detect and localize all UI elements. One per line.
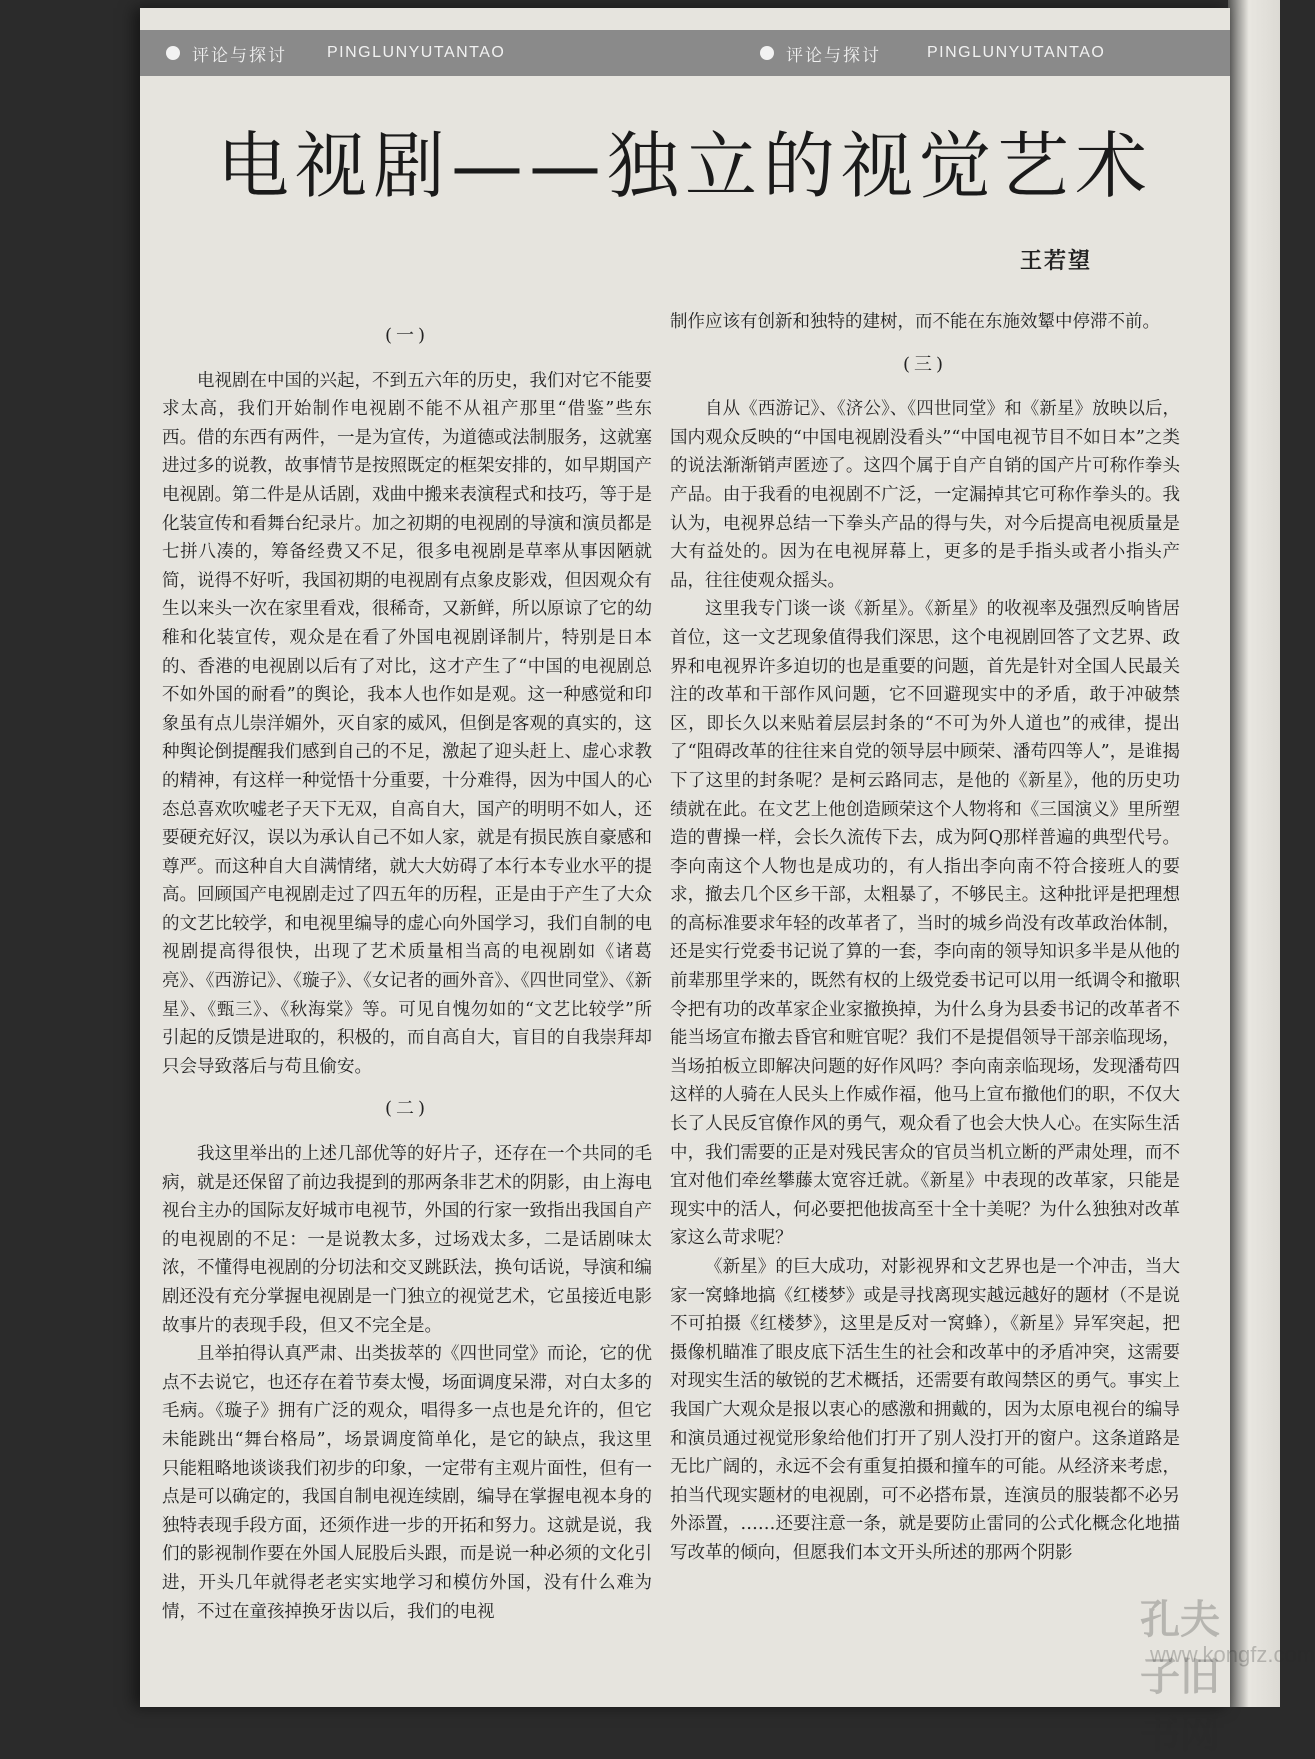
paragraph: 电视剧在中国的兴起，不到五六年的历史，我们对它不能要求太高，我们开始制作电视剧不能不从祖产那里“借鉴”些东西。借的东西有两件，一是为宣传，为道德或法制服务，这就塞进过多的说教，故事情节是按照既定的框架安排的，如早期国产电视剧。第二件是从话剧，戏曲中搬来表演程式和技巧，等于是化装宣传和看舞台纪录片。加之初期的电视剧的导演和演员都是七拼八凑的，筹备经费又不足，很多电视剧是草率从事因陋就简，说得不好听，我国初期的电视剧有点象皮影戏，但因观众有生以来头一次在家里看戏，很稀奇，又新鲜，所以原谅了它的幼稚和化装宣传，观众是在看了外国电视剧译制片，特别是日本的、香港的电视剧以后有了对比，这才产生了“中国的电视剧总不如外国的耐看”的舆论，我本人也作如是观。这一种感觉和印象虽有点儿崇洋媚外，灭自家的威风，但倒是客观的真实的，这种舆论倒提醒我们感到自己的不足，激起了迎头赶上、虚心求教的精神，有这样一种觉悟十分重要，十分难得，因为中国人的心态总喜欢吹嘘老子天下无双，自高自大，国产的明明不如人，还要硬充好汉，误以为承认自己不如人家，就是有损民族自豪感和尊严。而这种自大自满情绪，就大大妨碍了本行本专业水平的提高。回顾国产电视剧走过了四五年的历程，正是由于产生了大众的文艺比较学，和电视里编导的虚心向外国学习，我们自制的电视剧提高得很快，出现了艺术质量相当高的电视剧如《诸葛亮》、《西游记》、《璇子》、《女记者的画外音》、《四世同堂》、《新星》、《甄三》、《秋海棠》等。可见自愧勿如的“文艺比较学”所引起的反馈是进取的，积极的，而自高自大，盲目的自我崇拜却只会导致落后与苟且偷安。 (162, 370, 652, 1077)
section-label: 评论与探讨 (192, 45, 287, 66)
paragraph: 我这里举出的上述几部优等的好片子，还存在一个共同的毛病，就是还保留了前边我提到的那两条非艺术的阴影，由上海电视台主办的国际友好城市电视节，外国的行家一致指出我国自产的电视剧的不足：一是说教太多，过场戏太多，二是话剧味太浓，不懂得电视剧的分切法和交叉跳跃法，换句话说，导演和编剧还没有充分掌握电视剧是一门独立的视觉艺术，它虽接近电影故事片的表现手段，但又不完全是。 (162, 1144, 652, 1336)
section-pinyin: PINGLUNYUTANTAO (927, 44, 1106, 61)
left-column (162, 308, 652, 1626)
section-heading: (三) (902, 353, 948, 375)
header-right (760, 30, 1105, 76)
section-pinyin: PINGLUNYUTANTAO (327, 44, 506, 61)
section-label: 评论与探讨 (786, 45, 881, 66)
watermark-url: www.kongfz.com (1150, 1642, 1315, 1667)
article-author: 王若望 (1020, 249, 1093, 274)
paragraph: 制作应该有创新和独特的建树，而不能在东施效颦中停滞不前。 (670, 312, 1160, 332)
right-column (670, 308, 1180, 1568)
running-header (140, 30, 1230, 76)
paragraph: 且举拍得认真严肃、出类拔萃的《四世同堂》而论，它的优点不去说它，也还存在着节奏太慢，场面调度呆滞，对白太多的毛病。《璇子》拥有广泛的观众，唱得多一点也是允许的，但它未能跳出“舞台格局”，场景调度简单化，是它的缺点，我这里只能粗略地谈谈我们初步的印象，一定带有主观片面性，但有一点是可以确定的，我国自制电视连续剧，编导在掌握电视本身的独特表现手段方面，还须作进一步的开拓和努力。这就是说，我们的影视制作要在外国人屁股后头跟，而是说一种必须的文化引进，开头几年就得老老实实地学习和模仿外国，没有什么难为情，不过在童孩掉换牙齿以后，我们的电视 (162, 1344, 652, 1622)
paragraph: 自从《西游记》、《济公》、《四世同堂》和《新星》放映以后，国内观众反映的“中国电视剧没看头”“中国电视节目不如日本”之类的说法渐渐销声匿迹了。这四个属于自产自销的国产片可称作拳头产品。由于我看的电视剧不广泛，一定漏掉其它可称作拳头的。我认为，电视界总结一下拳头产品的得与失，对今后提高电视质量是大有益处的。因为在电视屏幕上，更多的是手指头或者小指头产品，往往使观众摇头。 (670, 399, 1180, 591)
section-heading: (一) (384, 325, 430, 346)
article-title: 电视剧——独立的视觉艺术 (216, 124, 1153, 208)
watermark-brand: 孔夫子旧书网 (1140, 1597, 1220, 1757)
paragraph: 这里我专门谈一谈《新星》。《新星》的收视率及强烈反响皆居首位，这一文艺现象值得我们深思，这个电视剧回答了文艺界、政界和电视界许多迫切的也是重要的问题，首先是针对全国人民最关注的改革和干部作风问题，它不回避现实中的矛盾，敢于冲破禁区，即长久以来贴着层层封条的“不可为外人道也”的戒律，提出了“阻碍改革的往往来自党的领导层中顾荣、潘苟四等人”，是谁揭下了这里的封条呢？是柯云路同志，是他的《新星》，他的历史功绩就在此。在文艺上他创造顾荣这个人物将和《三国演义》里所塑造的曹操一样，会长久流传下去，成为阿Q那样普遍的典型代号。李向南这个人物也是成功的，有人指出李向南不符合接班人的要求，撤去几个区乡干部，太粗暴了，不够民主。这种批评是把理想的高标准要求年轻的改革者了，当时的城乡尚没有改革政治体制，还是实行党委书记说了算的一套，李向南的领导知识多半是从他的前辈那里学来的，既然有权的上级党委书记可以用一纸调令和撤职令把有功的改革家企业家撤换掉，为什么身为县委书记的改革者不能当场宣布撤去昏官和赃官呢？我们不是提倡领导干部亲临现场，当场拍板立即解决问题的好作风吗？李向南亲临现场，发现潘苟四这样的人骑在人民头上作威作福，他马上宣布撤他们的职，不仅大长了人民反官僚作风的勇气，观众看了也会大快人心。在实际生活中，我们需要的正是对残民害众的官员当机立断的严肃处理，而不宜对他们牵丝攀藤太宽容迁就。《新星》中表现的改革家，只能是现实中的活人，何必要把他拔高至十全十美呢？为什么独独对改革家这么苛求呢？ (670, 599, 1180, 1249)
bullet-icon (760, 46, 774, 60)
header-left (166, 30, 505, 76)
desk-background (1228, 0, 1280, 1707)
magazine-page (140, 8, 1315, 1757)
paragraph: 《新星》的巨大成功，对影视界和文艺界也是一个冲击，当大家一窝蜂地搞《红楼梦》或是寻找离现实越远越好的题材（不是说不可拍摄《红楼梦》，这里是反对一窝蜂），《新星》异军突起，把摄像机瞄准了眼皮底下活生生的社会和改革中的矛盾冲突，这需要对现实生活的敏锐的艺术概括，还需要有敢闯禁区的勇气。事实上我国广大观众是报以衷心的感激和拥戴的，因为太原电视台的编导和演员通过视觉形象给他们打开了别人没打开的窗户。这条道路是无比广阔的，永远不会有重复拍摄和撞车的可能。从经济来考虑，拍当代现实题材的电视剧，可不必搭布景，连演员的服装都不必另外添置，……还要注意一条，就是要防止雷同的公式化概念化地描写改革的倾向，但愿我们本文开头所述的那两个阴影 (670, 1257, 1180, 1563)
bullet-icon (166, 46, 180, 60)
section-heading: (二) (384, 1098, 430, 1120)
